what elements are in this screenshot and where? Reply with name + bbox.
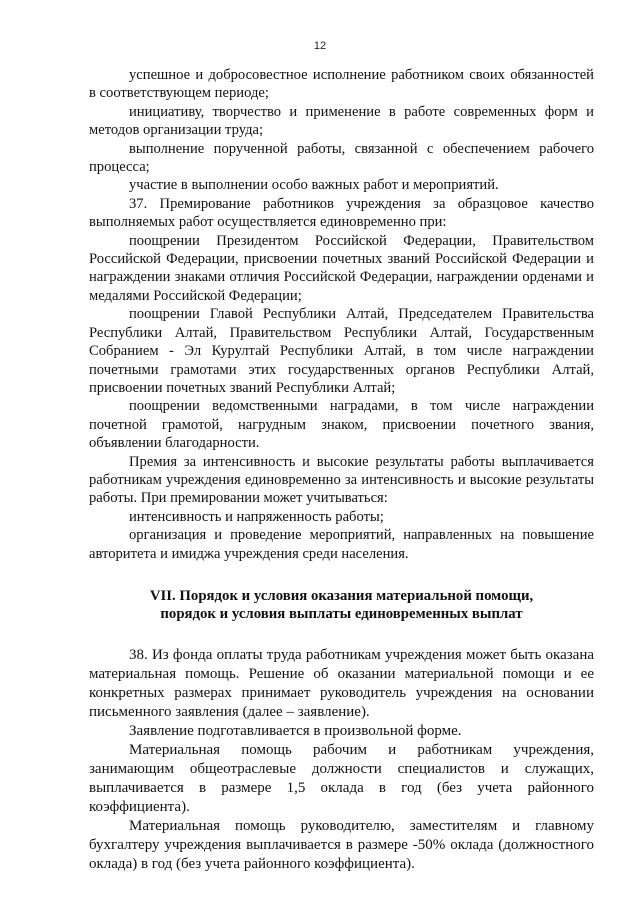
paragraph: 38. Из фонда оплаты труда работникам учреждения может быть оказана материальная помощь. Решение об оказании материальной помощи и ее конкретных размерах принимает руководитель учреждения на основании письменного заявления (далее – заявление). (89, 646, 594, 720)
paragraph: поощрении Главой Республики Алтай, Председателем Правительства Республики Алтай, Правительством Республики Алтай, Государственным Собранием - Эл Курултай Республики Алтай, в том числе награждении почетными грамотами этих государственных органов Республики Алтай, присвоении почетных званий Республики Алтай; (89, 306, 594, 396)
paragraph: организация и проведение мероприятий, направленных на повышение авторитета и имиджа учреждения среди населения. (89, 527, 594, 562)
document-body (89, 66, 594, 874)
paragraph: участие в выполнении особо важных работ и мероприятий. (129, 177, 499, 194)
section-heading (89, 587, 594, 624)
section-body (89, 646, 594, 874)
paragraph: успешное и добросовестное исполнение работником своих обязанностей в соответствующем периоде; (89, 67, 594, 102)
page-number: 12 (313, 40, 327, 52)
paragraph: выполнение порученной работы, связанной с обеспечением рабочего процесса; (89, 140, 594, 176)
paragraph: инициативу, творчество и применение в работе современных форм и методов организации труда; (89, 103, 594, 139)
section-heading-line: порядок и условия выплаты единовременных выплат (160, 606, 523, 623)
paragraph: интенсивность и напряженность работы; (129, 508, 384, 525)
paragraph: поощрении Президентом Российской Федерации, Правительством Российской Федерации, присвоении почетных званий Российской Федерации и награждении знаками отличия Российской Федерации, награждении орденами и медалями Российской Федерации; (89, 232, 594, 304)
paragraph: Заявление подготавливается в произвольной форме. (129, 722, 462, 739)
paragraph: Премия за интенсивность и высокие результаты работы выплачивается работникам учреждения единовременно за интенсивность и высокие результаты работы. При премировании может учитываться: (89, 453, 594, 507)
paragraph: Материальная помощь руководителю, заместителям и главному бухгалтеру учреждения выплачивается в размере -50% оклада (должностного оклада) в год (без учета районного коэффициента). (89, 817, 594, 872)
paragraph: Материальная помощь рабочим и работникам учреждения, занимающим общеотраслевые должности специалистов и служащих, выплачивается в размере 1,5 оклада в год (без учета районного коэффициента). (89, 741, 594, 815)
section-heading-line: VII. Порядок и условия оказания материальной помощи, (149, 587, 534, 604)
paragraph: поощрении ведомственными наградами, в том числе награждении почетной грамотой, нагрудным знаком, присвоении почетного звания, объявлении благодарности. (89, 398, 594, 452)
paragraph: 37. Премирование работников учреждения за образцовое качество выполняемых работ осуществляется единовременно при: (89, 195, 594, 231)
